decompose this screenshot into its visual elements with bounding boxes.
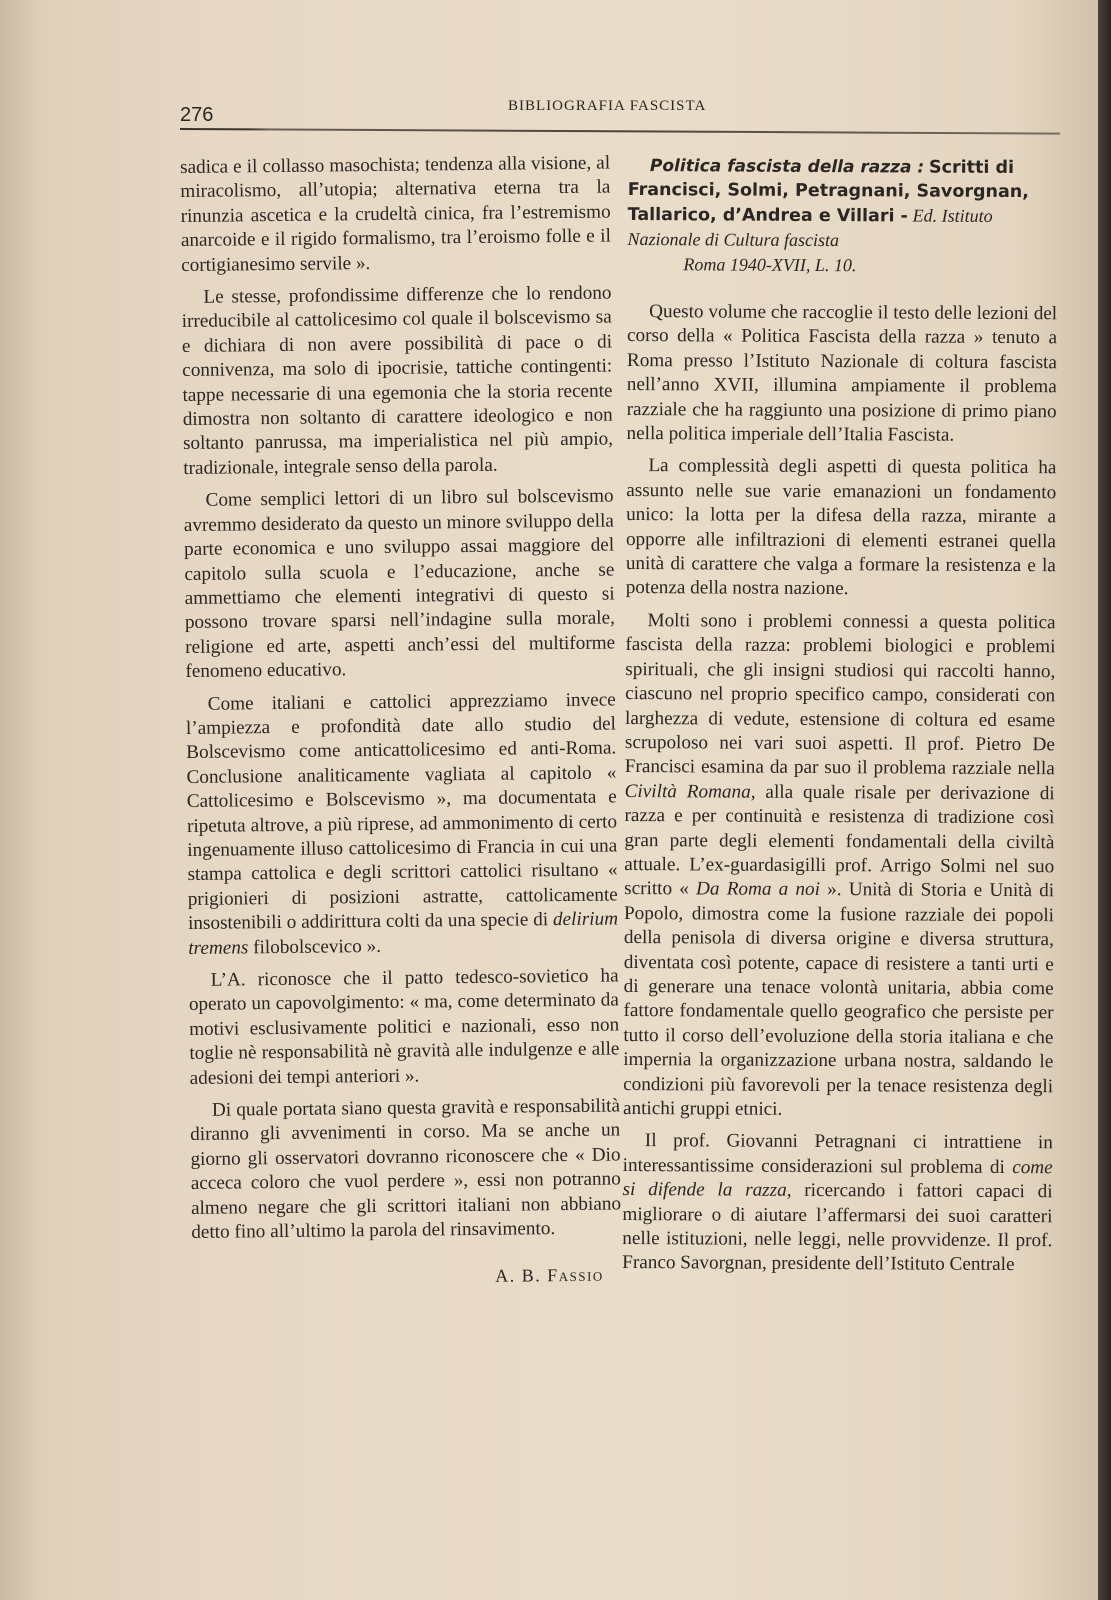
paragraph-text: Il prof. Giovanni Petragnani ci intrattiene in interessantissime considerazioni sul problema di: [622, 1130, 1053, 1178]
paragraph: [623, 609, 1056, 1124]
paragraph: sadica e il collasso masochista; tendenza alla visione, al miracolismo, all’utopia; alternativa eterna tra la rinunzia ascetica e la crudeltà cinica, fra l’estremismo anarcoide e il rigido formalismo, tra l’eroismo folle e il cortigianesimo servile ».: [180, 152, 611, 276]
page-number: 276: [180, 104, 214, 126]
left-column: [180, 151, 622, 1291]
paragraph-text: filobolscevico ».: [253, 935, 382, 958]
book-place-year: Roma 1940-XVII, L. 10.: [683, 254, 857, 276]
italic-phrase: come si difende la razza,: [622, 1156, 1053, 1202]
paragraph-text: Molti sono i problemi connessi a questa politica fascista della razza: problemi biologici e problemi spirituali, che gli insigni studiosi qui raccolti hanno, ciascuno nel proprio specifico campo, considerati con larghezza di vedute, estensione di coltura ed esame scrupoloso nei vari suoi aspetti. Il prof. Pietro De Francisci esamina da par suo il problema razziale nella: [624, 609, 1056, 780]
paragraph: Di quale portata siano questa gravità e responsabilità diranno gli avvenimenti in corso. Ma se anche un giorno gli osservatori dovranno riconoscere che « Dio acceca coloro che vuol perdere », essi non potranno almeno negare che gli scrittori italiani non abbiano detto fino all’ultimo la parola del rinsavimento.: [190, 1095, 622, 1244]
paragraph: Le stesse, profondissime differenze che lo rendono irreducibile al cattolicesimo col quale il bolscevismo sa e dichiara di non avere possibilità di pace o di connivenza, ma solo di ipocrisie, tattiche contingenti: tappe necessarie di una egemonia che la storia recente dimostra non soltanto di carattere ideologico e non soltanto panrussa, ma imperialistica nel più ampio, tradizionale, integrale senso della parola.: [181, 282, 614, 479]
paragraph: Questo volume che raccoglie il testo delle lezioni del corso della « Politica Fascista della razza » tenuto a Roma presso l’Istituto Nazionale di coltura fascista nell’anno XVII, illumina ampiamente il problema razziale che ha raggiunto una posizione di primo piano nella politica imperiale dell’Italia Fascista.: [626, 301, 1058, 446]
paragraph-text: ricercando i fattori capaci di migliorare o di aiutare l’affermarsi dei suoi caratteri nelle istituzioni, nelle leggi, nelle provvidenze. Il prof. Franco Savorgnan, presidente dell’Istituto Centrale: [622, 1180, 1053, 1276]
book-publisher: Ed. Istituto Nazionale di Cultura fascista: [627, 205, 993, 251]
book-authors: Scritti di Francisci, Solmi, Petragnani, Savorgnan, Tallarico, d’Andrea e Villari -: [627, 157, 1029, 227]
page-edge: [1098, 0, 1111, 1600]
paragraph: La complessità degli aspetti di questa politica ha assunto nelle sue varie emanazioni un fondamento unico: la lotta per la difesa della razza, mirante a opporre alle infiltrazioni di elementi estranei quella unità di carattere che valga a formare la resistenza e la potenza della nostra nazione.: [625, 455, 1057, 600]
right-column: [622, 154, 1058, 1278]
author-signature: A. B. Fassio: [495, 1265, 604, 1287]
italic-phrase: delirium tremens: [188, 908, 619, 959]
book-entry: [627, 154, 1058, 278]
paragraph: [186, 688, 619, 961]
book-title: Politica fascista della razza :: [649, 156, 925, 178]
paragraph: L’A. riconosce che il patto tedesco-sovietico ha operato un capovolgimento: « ma, come determinato da motivi esclusivamente politici e nazionali, esso non toglie nè responsabilità nè gravità alle indulgenze e alle adesioni dei tempi anteriori ».: [188, 965, 620, 1089]
italic-phrase: Civiltà Romana,: [624, 780, 756, 803]
italic-phrase: Da Roma a noi: [696, 878, 821, 901]
paragraph: Come semplici lettori di un libro sul bolscevismo avremmo desiderato da questo un minore sviluppo della parte economica e uno sviluppo assai maggiore del capitolo sulla scuola e l’educazione, anche se ammettiamo che elementi integrativi di questo si possono trovare sparsi nell’indagine sulla morale, religione ed arte, aspetti anch’essi del multiforme fenomeno educativo.: [183, 485, 616, 683]
paragraph: [622, 1129, 1053, 1278]
journal-title: BIBLIOGRAFIA FASCISTA: [508, 98, 707, 114]
paragraph-text: alla quale risale per derivazione di razza e per continuità e resistenza di tradizione così gran parte degli elementi fondamentali della civiltà attuale. L’ex-guardasigilli prof. Arrigo Solmi nel suo scritto «: [624, 781, 1055, 900]
paragraph-text: ». Unità di Storia e Unità di Popolo, dimostra come la fusione razziale dei popoli della penisola di diversa origine e diversa struttura, diventata così potente, capace di resistere a tanti urti e di generare una tenace volontà unitaria, abbia come fattore fondamentale quello geografico che persiste per tutto il corso dell’evoluzione della storia italiana e che impernia la organizzazione urbana nostra, saldando le condizioni più favorevoli per la tenace resistenza degli antichi gruppi etnici.: [622, 879, 1055, 1120]
paragraph-text: Come italiani e cattolici apprezziamo invece l’ampiezza e profondità date allo studio del Bolscevismo come anticattolicesimo ed anti-Roma. Conclusione analiticamente vagliata al capitolo « Cattolicesimo e Bolscevismo », ma documentata e ripetuta altrove, a più riprese, ad ammonimento di certo ingenuamente illuso cattolicesimo di Francia in cui una stampa cattolica e degli scrittori cattolici risultano « prigionieri di posizioni astratte, cattolicamente insostenibili o addirittura colti da una specie di: [185, 688, 618, 935]
